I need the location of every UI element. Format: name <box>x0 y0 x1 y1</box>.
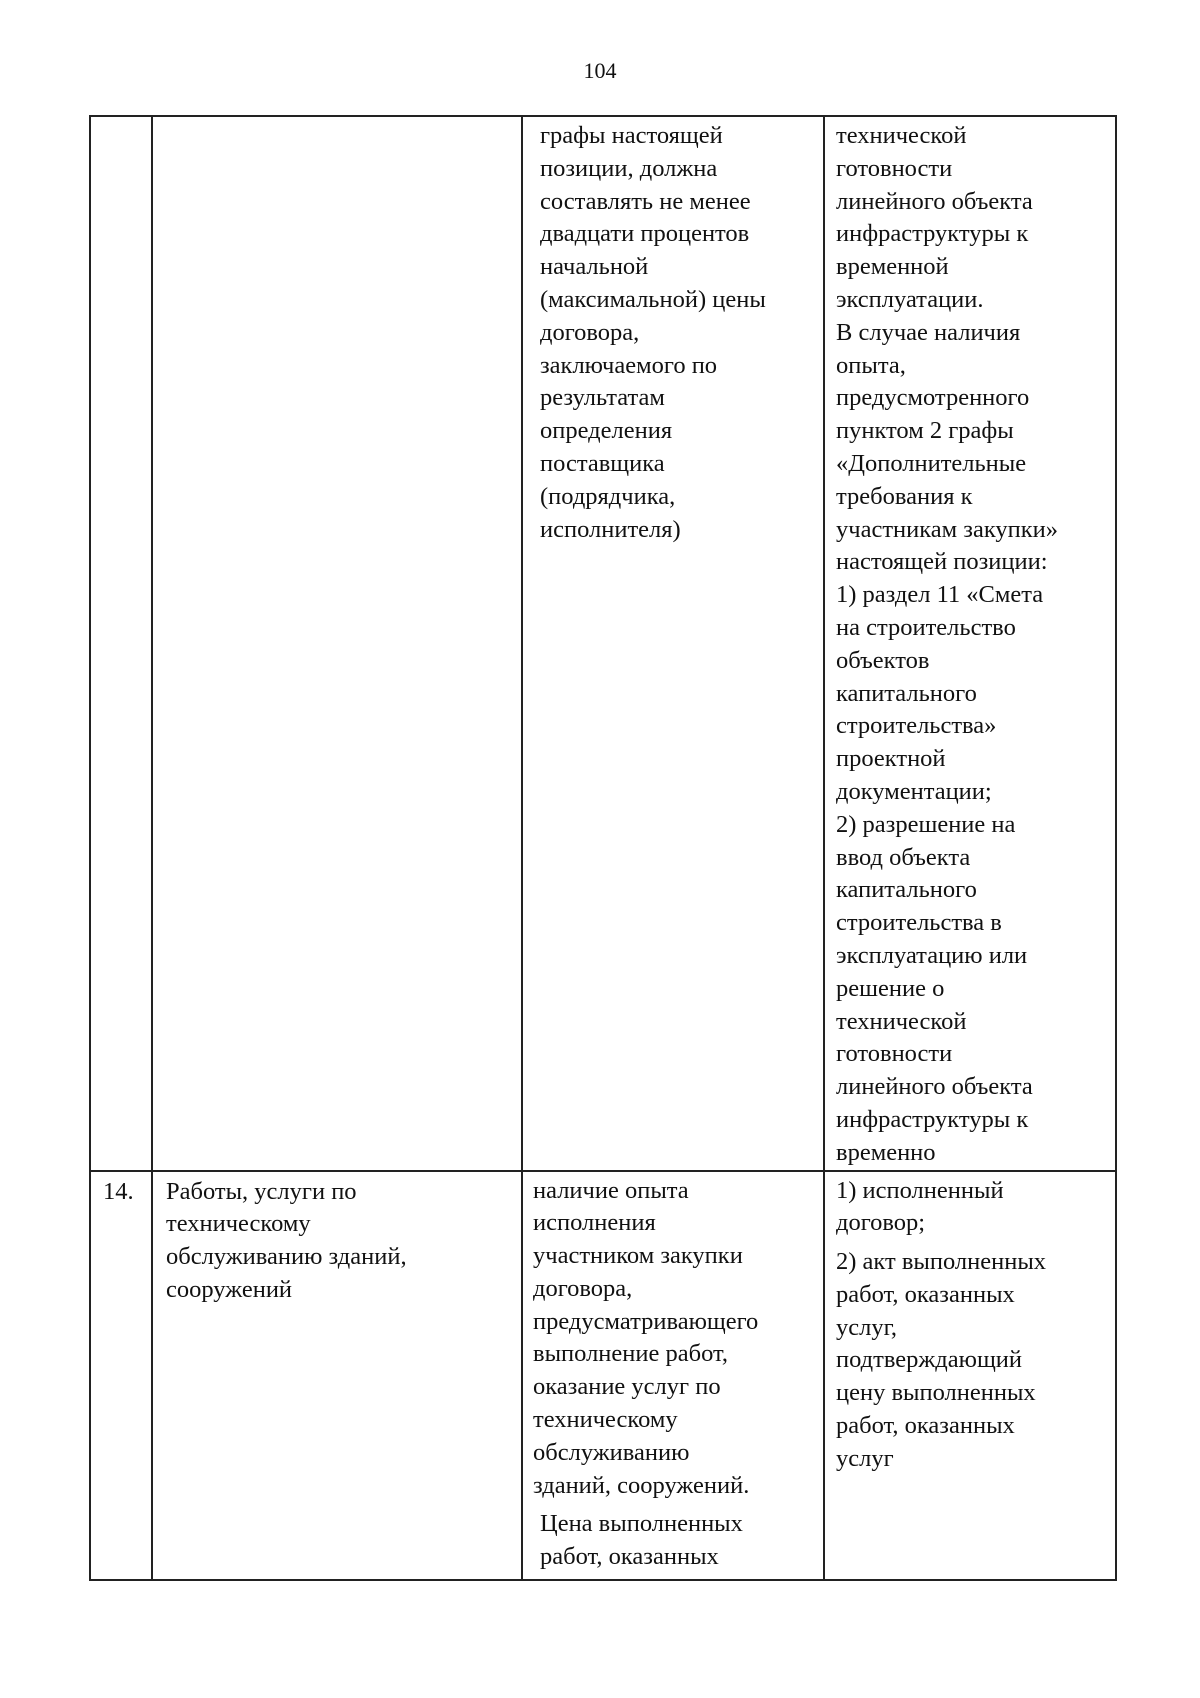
text-line: предусмотренного <box>836 384 1030 412</box>
text-line: эксплуатации. <box>836 285 984 313</box>
text-line: линейного объекта <box>836 187 1033 215</box>
text-line: капитального <box>836 679 977 707</box>
text-line: Цена выполненных <box>540 1510 743 1538</box>
documents-text <box>825 117 1115 1170</box>
text-line: 1) раздел 11 «Смета <box>836 581 1044 609</box>
cell-requirement <box>522 1171 824 1580</box>
text-line: (подрядчика, <box>540 482 676 510</box>
cell-requirement <box>522 116 824 1171</box>
text-line: временно <box>836 1138 936 1166</box>
text-line: обслуживанию <box>533 1438 690 1466</box>
text-line: подтверждающий <box>836 1346 1023 1374</box>
text-line: на строительство <box>836 613 1016 641</box>
documents-item-1 <box>836 1175 1107 1241</box>
text-line: инфраструктуры к <box>836 220 1029 248</box>
text-line: работ, оказанных <box>836 1280 1015 1308</box>
text-line: договора, <box>540 318 640 346</box>
text-line: работ, оказанных <box>836 1412 1015 1440</box>
text-line: зданий, сооружений. <box>533 1471 750 1499</box>
text-line: (максимальной) цены <box>540 285 766 313</box>
text-line: сооружений <box>166 1275 293 1303</box>
text-line: цену выполненных <box>836 1379 1036 1407</box>
text-line: двадцати процентов <box>540 220 750 248</box>
text-line: участникам закупки» <box>836 515 1059 543</box>
text-line: наличие опыта <box>533 1176 689 1204</box>
cell-object <box>152 116 522 1171</box>
text-line: инфраструктуры к <box>836 1105 1029 1133</box>
text-line: требования к <box>836 482 973 510</box>
text-line: результатам <box>540 384 665 412</box>
text-line: объектов <box>836 646 930 674</box>
text-line: поставщика <box>540 449 665 477</box>
text-line: Работы, услуги по <box>166 1177 357 1205</box>
text-line: временной <box>836 253 949 281</box>
text-line: услуг, <box>836 1313 898 1341</box>
row-number: 14. <box>103 1177 134 1205</box>
text-line: обслуживанию зданий, <box>166 1243 407 1271</box>
text-line: определения <box>540 417 673 445</box>
text-line: услуг <box>836 1444 894 1472</box>
requirement-text <box>533 1175 815 1503</box>
text-line: договор; <box>836 1209 926 1237</box>
text-line: выполнение работ, <box>533 1340 729 1368</box>
cell-number <box>90 116 152 1171</box>
text-line: технической <box>836 122 967 149</box>
text-line: капитального <box>836 876 977 904</box>
text-line: документации; <box>836 777 992 805</box>
text-line: технической <box>836 1007 967 1035</box>
text-line: договора, <box>533 1274 633 1302</box>
text-line: исполнения <box>533 1209 656 1237</box>
cell-object <box>152 1171 522 1580</box>
cell-number <box>90 1171 152 1580</box>
text-line: графы настоящей <box>540 122 723 149</box>
text-line: проектной <box>836 745 946 773</box>
text-line: техническому <box>166 1210 311 1238</box>
text-line: пунктом 2 графы <box>836 417 1014 445</box>
text-line: готовности <box>836 154 953 182</box>
text-line: В случае наличия <box>836 318 1021 346</box>
text-line: строительства в <box>836 909 1002 937</box>
cell-documents <box>824 116 1116 1171</box>
text-line: составлять не менее <box>540 187 751 215</box>
cell-documents <box>824 1171 1116 1580</box>
text-line: начальной <box>540 253 649 281</box>
text-line: готовности <box>836 1040 953 1068</box>
text-line: позиции, должна <box>540 154 718 182</box>
table-row-continued <box>90 116 1116 1171</box>
text-line: работ, оказанных <box>540 1543 719 1571</box>
requirement-text <box>523 117 823 546</box>
text-line: эксплуатацию или <box>836 941 1028 969</box>
requirements-table <box>89 115 1117 1581</box>
text-line: линейного объекта <box>836 1073 1033 1101</box>
page-number: 104 <box>583 58 617 83</box>
object-text <box>153 1172 521 1307</box>
text-line: строительства» <box>836 712 997 740</box>
table-row-14 <box>90 1171 1116 1580</box>
text-line: 2) акт выполненных <box>836 1248 1047 1276</box>
text-line: предусматривающего <box>533 1307 759 1335</box>
text-line: участником закупки <box>533 1242 743 1270</box>
text-line: решение о <box>836 974 945 1002</box>
text-line: заключаемого по <box>540 351 718 379</box>
text-line: исполнителя) <box>540 515 681 543</box>
text-line: опыта, <box>836 351 906 379</box>
text-line: техническому <box>533 1406 678 1434</box>
text-line: оказание услуг по <box>533 1373 721 1401</box>
price-text <box>533 1508 815 1574</box>
text-line: 2) разрешение на <box>836 810 1016 838</box>
text-line: «Дополнительные <box>836 449 1027 477</box>
text-line: ввод объекта <box>836 843 971 871</box>
documents-item-2 <box>836 1246 1107 1476</box>
text-line: 1) исполненный <box>836 1176 1004 1204</box>
text-line: настоящей позиции: <box>836 548 1048 576</box>
